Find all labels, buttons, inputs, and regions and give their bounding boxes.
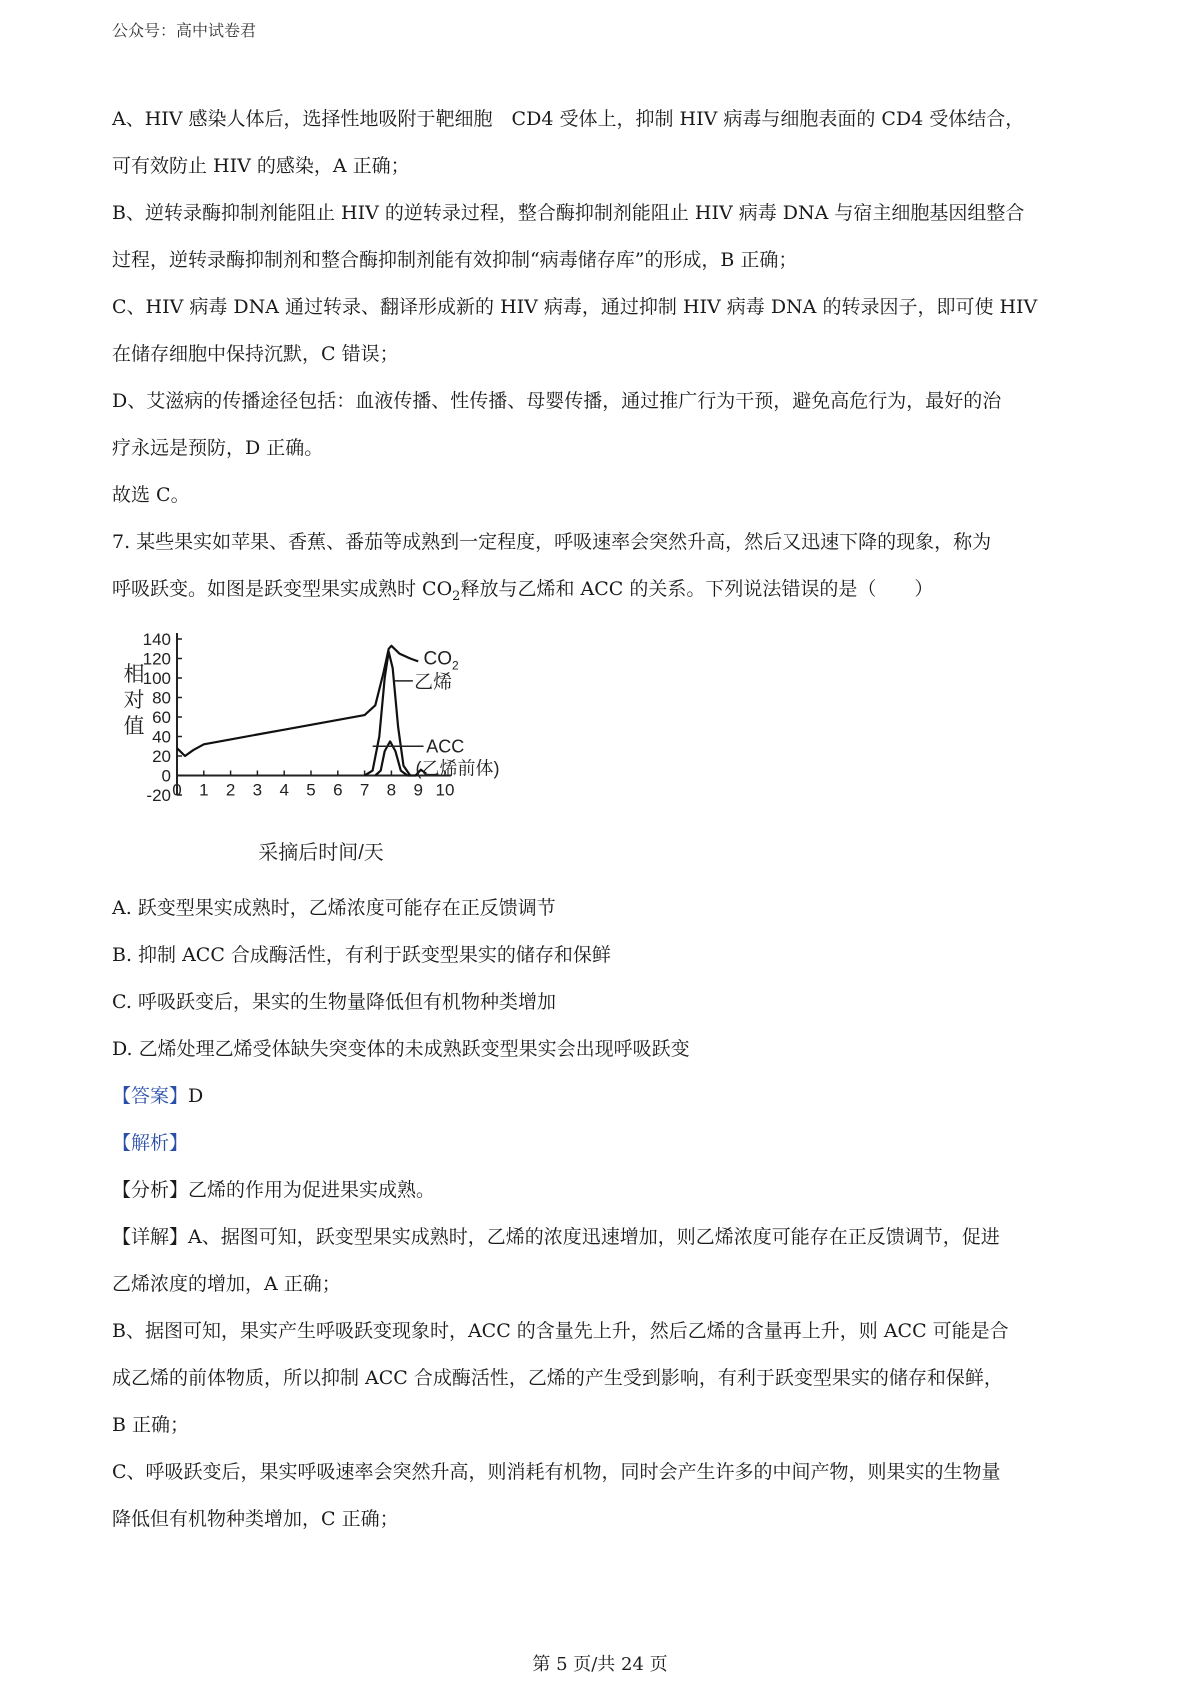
y-tick-label: 100 xyxy=(142,669,171,688)
analysis-heading xyxy=(112,1120,1096,1167)
analysis-line: C、HIV 病毒 DNA 通过转录、翻译形成新的 HIV 病毒，通过抑制 HIV 病毒 DNA 的转录因子，即可使 HIV xyxy=(112,296,1038,318)
summary-text: 乙烯的作用为促进果实成熟。 xyxy=(188,1179,436,1201)
y-tick-label: 0 xyxy=(161,766,171,786)
analysis-line: A、HIV 感染人体后，选择性地吸附于靶细胞 CD4 受体上，抑制 HIV 病毒与细胞表面的 CD4 受体结合， xyxy=(112,108,1025,130)
chart-svg xyxy=(112,621,532,867)
stem-subscript: 2 xyxy=(452,588,461,604)
y-axis-label-char: 值 xyxy=(123,715,145,738)
y-tick-label: 20 xyxy=(152,747,171,766)
x-tick-label: 6 xyxy=(333,780,343,800)
respiration-chart xyxy=(112,621,532,867)
acc-note-label: (乙烯前体) xyxy=(415,758,500,779)
analysis-line: 过程，逆转录酶抑制剂和整合酶抑制剂能有效抑制“病毒储存库”的形成，B 正确； xyxy=(112,249,798,271)
page-header: 公众号：高中试卷君 xyxy=(112,21,257,40)
detail-line: C、呼吸跃变后，果实呼吸速率会突然升高，则消耗有机物，同时会产生许多的中间产物，则果实的生物量 xyxy=(112,1461,1001,1483)
analysis-line: B、逆转录酶抑制剂能阻止 HIV 的逆转录过程，整合酶抑制剂能阻止 HIV 病毒 DNA 与宿主细胞基因组整合 xyxy=(112,202,1025,224)
detail-line: B 正确； xyxy=(112,1414,190,1436)
ethylene-label: 乙烯 xyxy=(414,671,453,693)
page-footer: 第 5 页/共 24 页 xyxy=(532,1654,668,1675)
y-tick-label: -20 xyxy=(146,786,171,805)
y-axis-label-char: 对 xyxy=(123,689,145,712)
x-tick-label: 8 xyxy=(386,780,397,800)
y-tick-label: 80 xyxy=(152,688,171,708)
x-tick-label: 9 xyxy=(413,780,423,800)
answer-tag: 【答案】 xyxy=(112,1085,189,1107)
detail-line: 降低但有机物种类增加，C 正确； xyxy=(112,1508,399,1530)
x-tick-label: 0 xyxy=(172,780,182,800)
x-tick-label: 10 xyxy=(435,780,455,800)
detail-line: 成乙烯的前体物质，所以抑制 ACC 合成酶活性，乙烯的产生受到影响，有利于跃变型果实的储存和保鲜， xyxy=(112,1367,1003,1389)
x-tick-label: 2 xyxy=(225,780,236,800)
analysis-tag: 【解析】 xyxy=(112,1132,189,1154)
summary-tag: 【分析】 xyxy=(112,1179,189,1201)
y-tick-label: 120 xyxy=(142,649,171,669)
detail-line: 乙烯浓度的增加，A 正确； xyxy=(112,1273,341,1295)
analysis-line: 疗永远是预防，D 正确。 xyxy=(112,437,324,459)
previous-analysis xyxy=(112,96,1096,519)
x-axis-label: 采摘后时间/天 xyxy=(258,842,384,864)
question-stem-line xyxy=(112,566,1096,613)
x-tick-label: 3 xyxy=(252,780,263,800)
question-7 xyxy=(112,519,1096,613)
y-tick-label: 60 xyxy=(152,708,171,727)
summary-line xyxy=(112,1167,1096,1214)
answer-line xyxy=(112,1073,1096,1120)
stem-text: 呼吸跃变。如图是跃变型果实成熟时 CO xyxy=(112,578,453,600)
detail-tag: 【详解】 xyxy=(112,1226,189,1248)
detail-text: A、据图可知，跃变型果实成熟时，乙烯的浓度迅速增加，则乙烯浓度可能存在正反馈调节，促进 xyxy=(188,1226,1000,1248)
y-tick-label: 140 xyxy=(142,630,171,649)
x-tick-label: 5 xyxy=(306,780,316,800)
option-a: A. 跃变型果实成熟时，乙烯浓度可能存在正反馈调节 xyxy=(112,897,556,919)
analysis-line: 可有效防止 HIV 的感染，A 正确； xyxy=(112,155,410,177)
answer-value: D xyxy=(188,1085,204,1107)
options-list xyxy=(112,885,1096,1073)
option-d: D. 乙烯处理乙烯受体缺失突变体的未成熟跃变型果实会出现呼吸跃变 xyxy=(112,1038,690,1060)
y-axis-label-char: 相 xyxy=(123,663,145,686)
option-c: C. 呼吸跃变后，果实的生物量降低但有机物种类增加 xyxy=(112,991,556,1013)
co2-label: $CO_2$ xyxy=(423,648,459,673)
acc-label: ACC xyxy=(426,736,465,757)
x-tick-label: 1 xyxy=(199,780,209,800)
analysis-line: 在储存细胞中保持沉默，C 错误； xyxy=(112,343,399,365)
analysis-line: 故选 C。 xyxy=(112,484,190,506)
ethylene-line xyxy=(365,652,411,776)
option-b: B. 抑制 ACC 合成酶活性，有利于跃变型果实的储存和保鲜 xyxy=(112,944,611,966)
detail-line: B、据图可知，果实产生呼吸跃变现象时，ACC 的含量先上升，然后乙烯的含量再上升，则 ACC 可能是合 xyxy=(112,1320,1009,1342)
x-tick-label: 7 xyxy=(359,780,370,800)
analysis-line: D、艾滋病的传播途径包括：血液传播、性传播、母婴传播，通过推广行为干预，避免高危行为，最好的治 xyxy=(112,390,1002,412)
page-content xyxy=(112,96,1096,1543)
detail-line xyxy=(112,1214,1096,1261)
question-stem-line: 7. 某些果实如苹果、香蕉、番茄等成熟到一定程度，呼吸速率会突然升高，然后又迅速下降的现象，称为 xyxy=(112,531,992,553)
stem-text: 释放与乙烯和 ACC 的关系。下列说法错误的是（ ） xyxy=(460,578,934,600)
y-tick-label: 40 xyxy=(152,727,171,747)
x-tick-label: 4 xyxy=(279,780,289,800)
